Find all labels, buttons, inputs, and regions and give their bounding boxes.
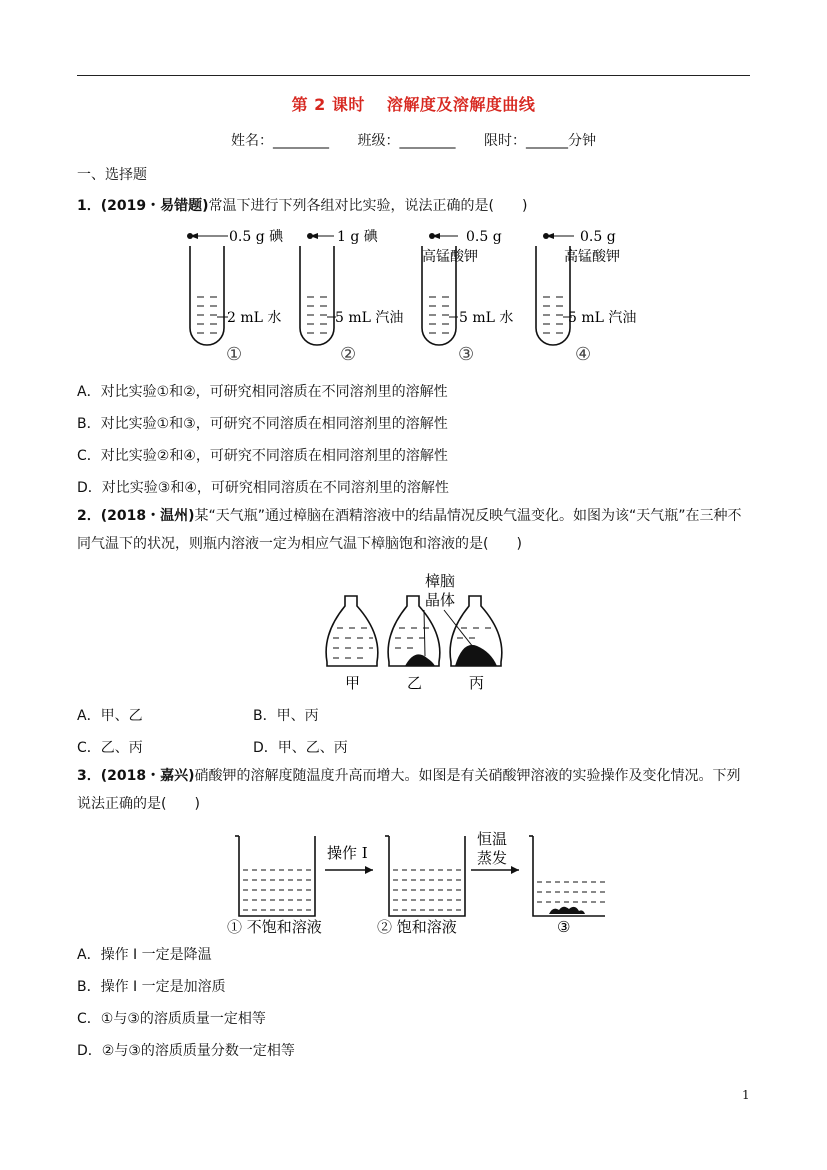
beaker-1 — [227, 836, 322, 936]
page-number: 1 — [742, 1088, 750, 1102]
q1-number: 1． — [77, 198, 101, 214]
tube1-number: ① — [226, 344, 243, 365]
q2-option-b[interactable]: B．甲、丙 — [253, 708, 319, 724]
beaker-3 — [529, 836, 605, 936]
flask-bing-label: 丙 — [469, 674, 485, 692]
top-rule — [77, 75, 750, 76]
beaker-3-label: ③ — [557, 918, 571, 936]
test-tube-2 — [300, 229, 403, 365]
tube3-solute-name: 高锰酸钾 — [422, 249, 478, 265]
q3-option-c[interactable]: C．①与③的溶质质量一定相等 — [77, 1011, 266, 1027]
q2-source: (2018・温州) — [100, 508, 195, 524]
q3-option-d[interactable]: D．②与③的溶质质量分数一定相等 — [77, 1043, 295, 1059]
q2-option-c[interactable]: C．乙、丙 — [77, 740, 143, 756]
evaporation-label-line2: 蒸发 — [477, 849, 508, 867]
test-tube-4 — [536, 229, 636, 365]
q2-number: 2． — [77, 508, 101, 524]
operation-1-label: 操作 I — [327, 844, 368, 862]
student-info-line — [0, 130, 827, 150]
flask-bing — [450, 596, 502, 692]
q1-stem — [77, 195, 527, 215]
tube1-solute-label: 0.5 g 碘 — [229, 229, 284, 245]
q3-beakers-figure — [225, 826, 605, 938]
q1-option-b[interactable]: B．对比实验①和③，可研究不同溶质在相同溶剂里的溶解性 — [77, 416, 448, 432]
q1-option-c[interactable]: C．对比实验②和④，可研究不同溶质在相同溶剂里的溶解性 — [77, 448, 448, 464]
beaker-2 — [377, 836, 465, 936]
flask-yi — [388, 596, 440, 692]
tube1-solvent-label: 2 mL 水 — [227, 310, 282, 326]
page-title — [0, 92, 827, 115]
q1-source: (2019・易错题) — [100, 198, 209, 214]
q3-text: 硝酸钾的溶解度随温度升高而增大。如图是有关硝酸钾溶液的实验操作及变化情况。下列说法正确的是( ) — [77, 768, 741, 812]
class-field: 班级：________ — [357, 133, 456, 149]
beaker-2-label: ② 饱和溶液 — [377, 918, 457, 936]
flask-jia-label: 甲 — [345, 674, 361, 692]
arrow-evaporation — [471, 830, 519, 874]
evaporation-label-line1: 恒温 — [477, 830, 508, 848]
q1-option-a[interactable]: A．对比实验①和②，可研究相同溶质在不同溶剂里的溶解性 — [77, 384, 448, 400]
tube2-solvent-label: 5 mL 汽油 — [335, 310, 404, 326]
q1-option-d[interactable]: D．对比实验③和④，可研究相同溶质在不同溶剂里的溶解性 — [77, 480, 449, 496]
tube3-number: ③ — [458, 344, 475, 365]
tube4-solute-name: 高锰酸钾 — [564, 249, 620, 265]
q3-number: 3． — [77, 768, 101, 784]
q1-test-tubes-figure — [170, 222, 650, 368]
q3-stem — [77, 762, 750, 818]
q2-option-d[interactable]: D．甲、乙、丙 — [253, 740, 348, 756]
flask-yi-label: 乙 — [407, 674, 423, 692]
tube3-solute-mass: 0.5 g — [466, 229, 502, 245]
lesson-topic: 溶解度及溶解度曲线 — [386, 95, 536, 114]
q2-stem — [77, 502, 750, 558]
lesson-number: 第 2 课时 — [291, 95, 365, 114]
time-field: 限时：______分钟 — [483, 133, 596, 149]
q3-option-b[interactable]: B．操作 I 一定是加溶质 — [77, 979, 226, 995]
section-heading: 一、选择题 — [77, 167, 147, 183]
q1-text: 常温下进行下列各组对比实验，说法正确的是( ) — [208, 198, 528, 214]
tube4-number: ④ — [575, 344, 592, 365]
test-tube-1 — [187, 229, 284, 365]
tube2-solute-label: 1 g 碘 — [337, 229, 378, 245]
q3-option-a[interactable]: A．操作 I 一定是降温 — [77, 947, 212, 963]
q2-weather-bottles-figure — [325, 570, 515, 692]
crystal-label-line2: 晶体 — [425, 591, 456, 609]
name-field: 姓名：________ — [231, 133, 330, 149]
tube4-solvent-label: 5 mL 汽油 — [568, 310, 637, 326]
tube4-solute-mass: 0.5 g — [580, 229, 616, 245]
test-tube-3 — [422, 229, 513, 365]
tube3-solvent-label: 5 mL 水 — [459, 310, 514, 326]
q3-source: (2018・嘉兴) — [100, 768, 195, 784]
q2-text: 某“天气瓶”通过樟脑在酒精溶液中的结晶情况反映气温变化。如图为该“天气瓶”在三种不同气温下的状况，则瓶内溶液一定为相应气温下樟脑饱和溶液的是( ) — [77, 508, 742, 552]
q2-option-a[interactable]: A．甲、乙 — [77, 708, 143, 724]
tube2-number: ② — [340, 344, 357, 365]
crystal-label-line1: 樟脑 — [425, 572, 456, 590]
flask-jia — [326, 596, 378, 692]
arrow-operation-1 — [325, 844, 373, 874]
beaker-1-label: ① 不饱和溶液 — [227, 918, 322, 936]
